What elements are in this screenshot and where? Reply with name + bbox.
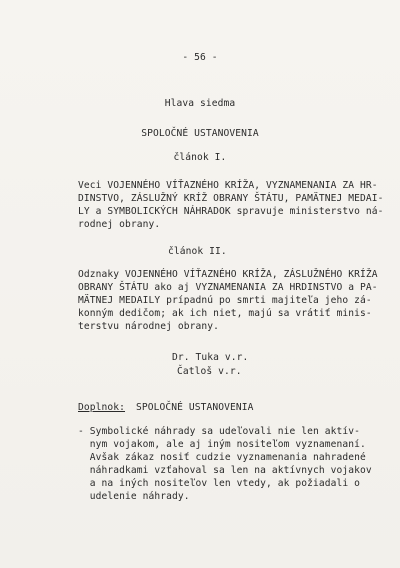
- article-2-line: konným dedičom; ak ich niet, majú sa vrátiť minis-: [78, 308, 372, 319]
- appendix-line: - Symbolické náhrady sa udeľovali nie len aktív-: [78, 426, 361, 437]
- article-2-line: Odznaky VOJENNÉHO VÍŤAZNÉHO KRÍŽA, ZÁSLUŽNÉHO KRÍŽA: [78, 269, 378, 280]
- appendix-label: Doplnok:: [78, 402, 126, 413]
- appendix-line: a na iných nositeľov len vtedy, ak požiadali o: [78, 478, 361, 489]
- article-1-line: Veci VOJENNÉHO VÍŤAZNÉHO KRÍŽA, VYZNAMENANIA ZA HR-: [78, 180, 378, 191]
- article-1-heading: článok I.: [173, 152, 227, 163]
- article-1-line: DINSTVO, ZÁSLUŽNÝ KRÍŽ OBRANY ŠTÁTU, PAMÄTNEJ MEDAI-: [78, 193, 384, 204]
- signature-catlos: Čatloš v.r.: [177, 366, 242, 377]
- chapter-title: Hlava siedma: [164, 98, 236, 109]
- page-number: - 56 -: [182, 52, 218, 63]
- appendix-line: udelenie náhrady.: [78, 491, 190, 502]
- article-1-line: LY a SYMBOLICKÝCH NÁHRADOK spravuje ministerstvo ná-: [78, 206, 384, 217]
- article-2-line: terstvu národnej obrany.: [78, 321, 220, 332]
- article-2-line: OBRANY ŠTÁTU ako aj VYZNAMENANIA ZA HRDINSTVO a PA-: [78, 282, 378, 293]
- article-2-line: MÄTNEJ MEDAILY prípadnú po smrti majiteľa jeho zá-: [78, 295, 372, 306]
- appendix-line: nym vojakom, ale aj iným nositeľom vyznamenaní.: [78, 439, 366, 450]
- section-title: SPOLOČNÉ USTANOVENIA: [141, 128, 259, 139]
- article-2-heading: článok II.: [168, 246, 227, 257]
- appendix-title: SPOLOČNÉ USTANOVENIA: [136, 402, 254, 413]
- appendix-line: náhradkami vzťahoval sa len na aktívnych vojakov: [78, 465, 372, 476]
- article-1-line: rodnej obrany.: [78, 219, 161, 230]
- appendix-line: Avšak zákaz nosiť cudzie vyznamenania nahradené: [78, 452, 366, 463]
- signature-tuka: Dr. Tuka v.r.: [172, 352, 249, 363]
